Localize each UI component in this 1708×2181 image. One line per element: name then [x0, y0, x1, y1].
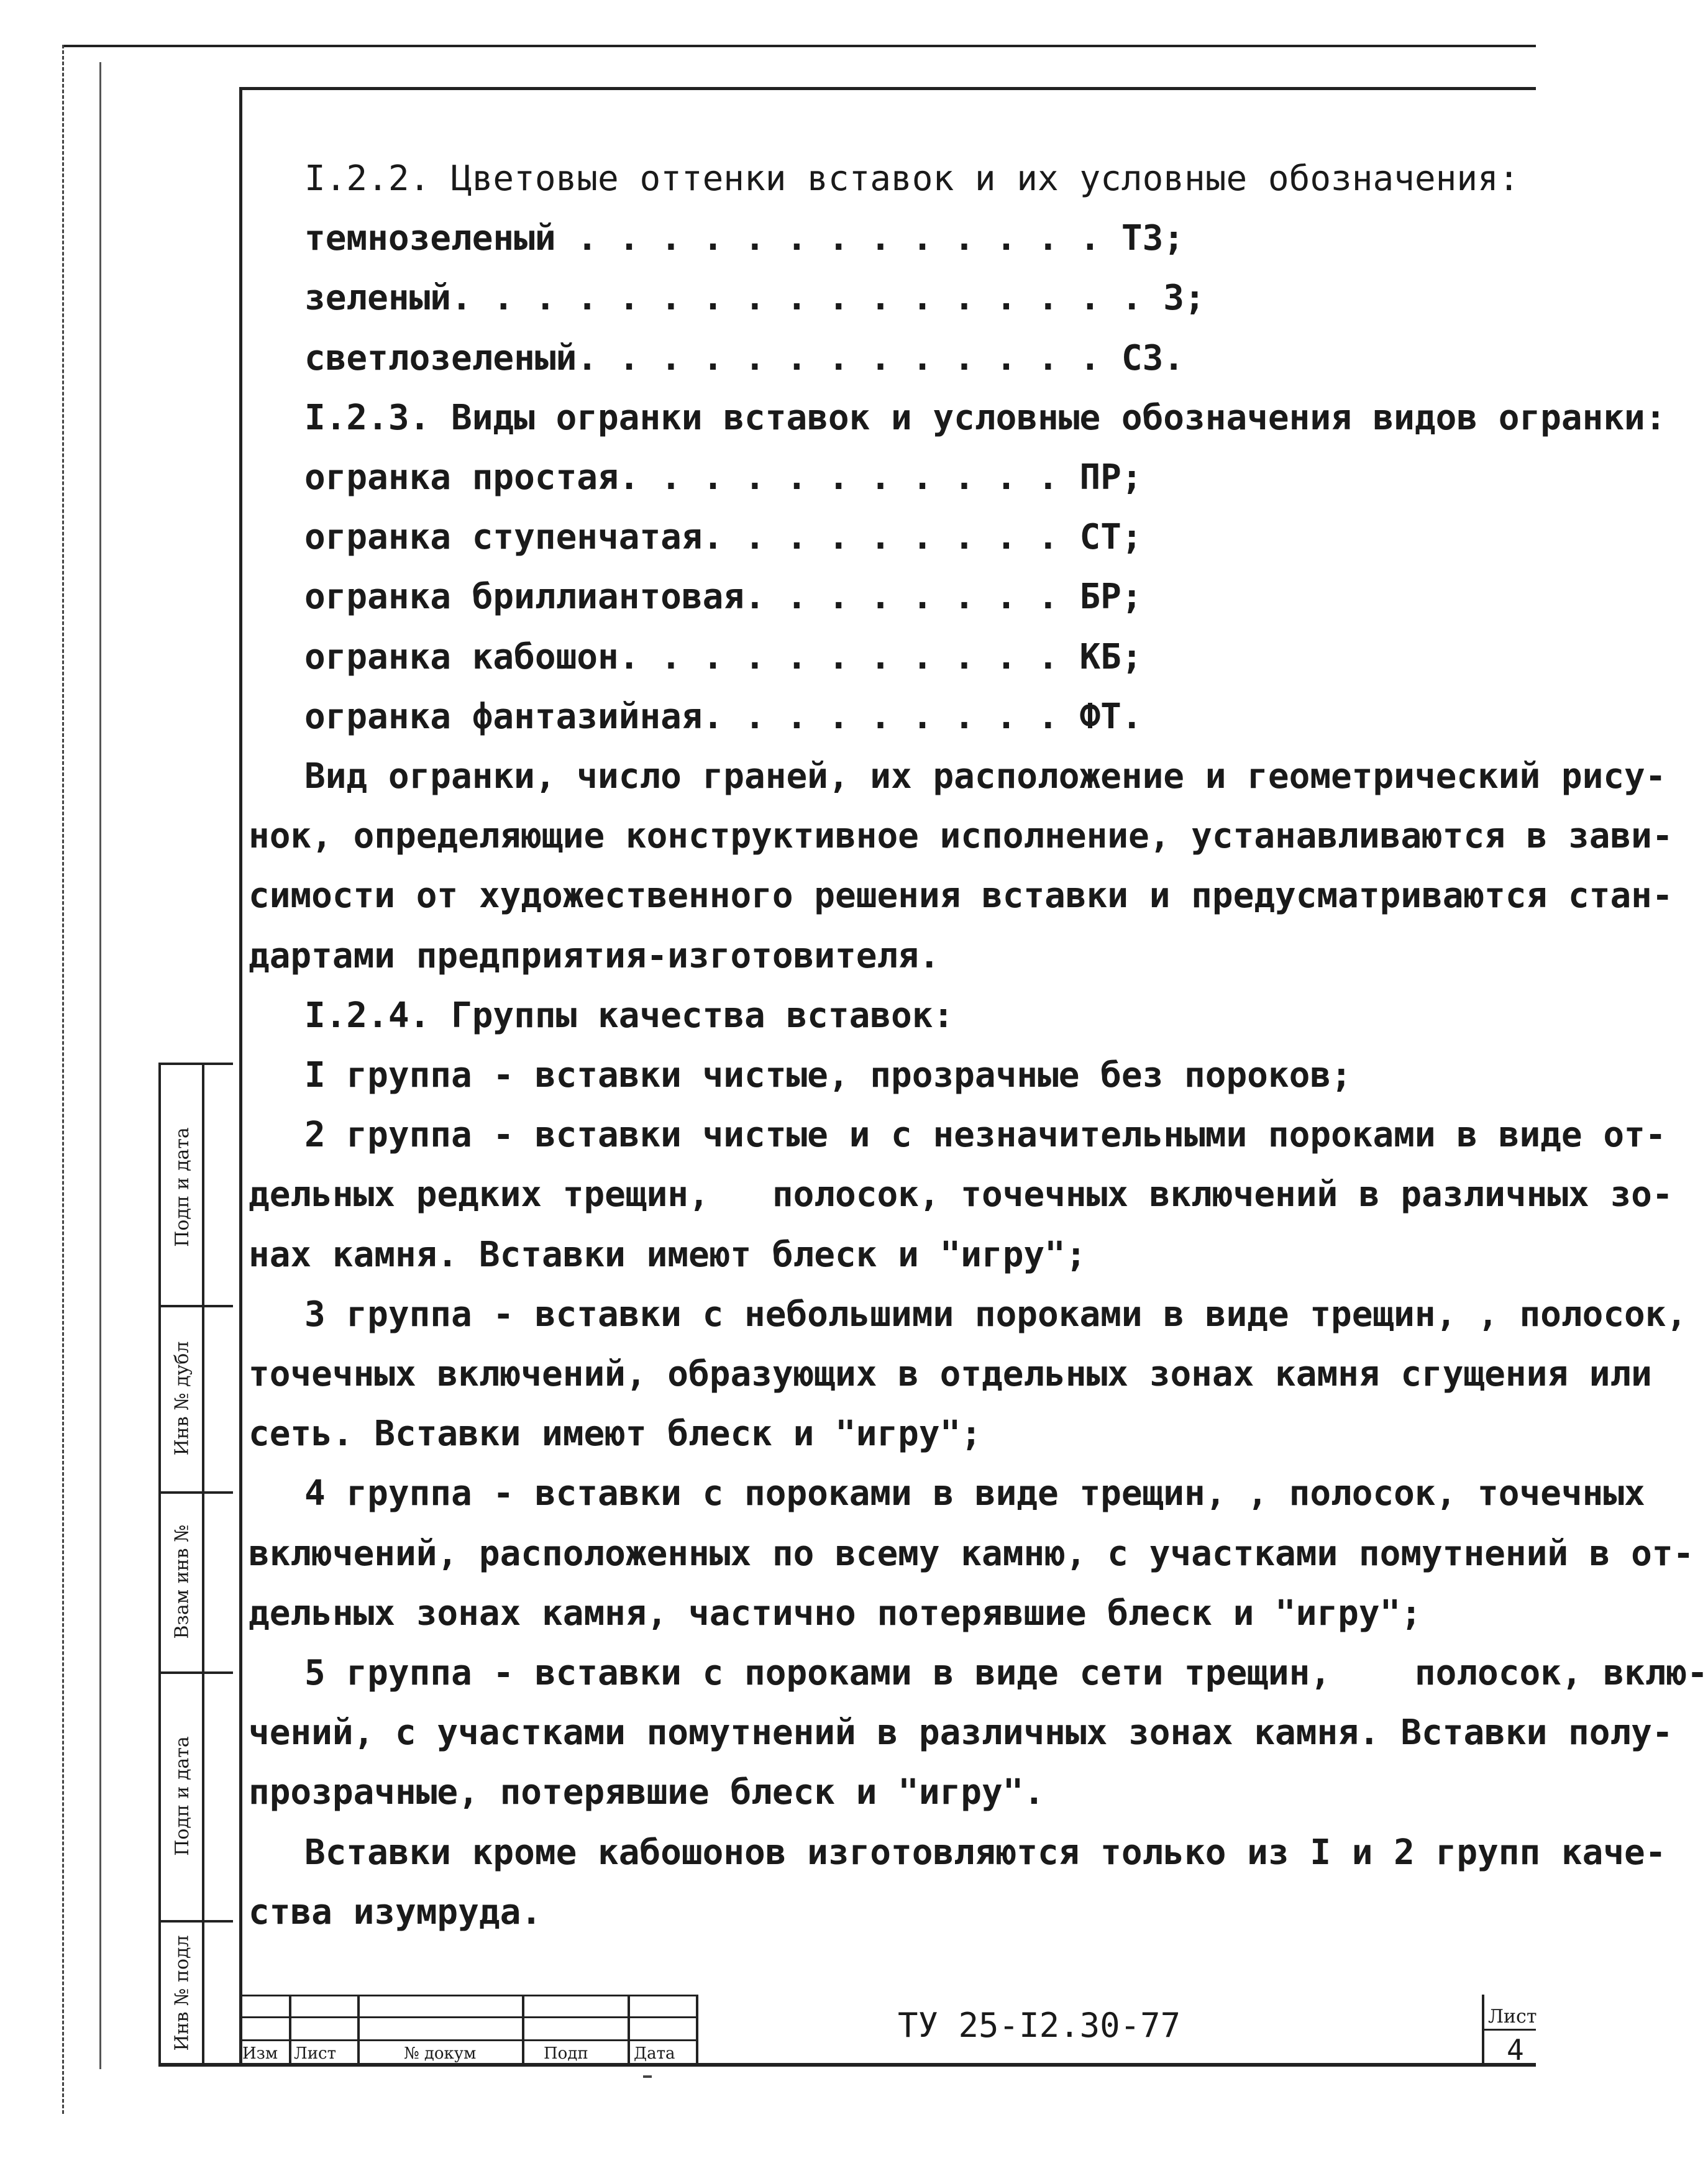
- text-line: светлозеленый. . . . . . . . . . . . . СЗ.: [304, 337, 1185, 378]
- title-block: [239, 1995, 1537, 2067]
- text-line: ства изумруда.: [249, 1891, 542, 1932]
- scan-edge-left-inner: [99, 62, 101, 2069]
- text-line: огранка ступенчатая. . . . . . . . . СТ;: [304, 517, 1143, 558]
- frame-top-border: [239, 87, 1536, 90]
- text-line: 4 группа - вставки с пороками в виде трещин, , полосок, точечных: [304, 1473, 1645, 1514]
- frame-left-border: [239, 87, 242, 2064]
- text-line: I.2.3. Виды огранки вставок и условные обозначения видов огранки:: [304, 397, 1666, 438]
- stamp-replacement-inv-no: Взам инв №: [171, 1524, 193, 1639]
- text-line: I.2.2. Цветовые оттенки вставок и их условные обозначения:: [304, 158, 1520, 199]
- title-block-list: Лист: [294, 2044, 336, 2063]
- text-line: I группа - вставки чистые, прозрачные без пороков;: [304, 1055, 1352, 1095]
- text-line: Вставки кроме кабошонов изготовляются только из I и 2 групп каче-: [304, 1832, 1666, 1873]
- text-line: нах камня. Вставки имеют блеск и "игру";: [249, 1234, 1087, 1275]
- stamp-duplicate-inv-no: Инв № дубл: [171, 1341, 193, 1455]
- text-line: огранка кабошон. . . . . . . . . . . КБ;: [304, 636, 1143, 677]
- text-line: прозрачные, потерявшие блеск и "игру".: [249, 1772, 1045, 1813]
- scan-edge-left: [62, 45, 64, 2114]
- text-line: включений, расположенных по всему камню, с участками помутнений в от-: [249, 1533, 1694, 1574]
- sheet-number: 4: [1507, 2033, 1524, 2067]
- text-line: огранка бриллиантовая. . . . . . . . БР;: [304, 577, 1143, 618]
- title-block-signature: Подп: [544, 2044, 588, 2063]
- text-line: дельных редких трещин, полосок, точечных включений в различных зо-: [249, 1174, 1673, 1215]
- text-line: дартами предприятия-изготовителя.: [249, 935, 940, 976]
- scan-mark: [643, 2075, 652, 2078]
- document-code: ТУ 25-I2.30-77: [898, 2006, 1181, 2045]
- text-line: точечных включений, образующих в отдельных зонах камня сгущения или: [249, 1354, 1652, 1394]
- title-block-doc-no: № докум: [404, 2044, 477, 2063]
- text-line: нок, определяющие конструктивное исполнение, устанавливаются в зави-: [249, 816, 1673, 857]
- text-line: огранка фантазийная. . . . . . . . . ФТ.: [304, 696, 1143, 737]
- text-line: сеть. Вставки имеют блеск и "игру";: [249, 1414, 982, 1455]
- stamp-signature-date-1: Подп и дата: [171, 1127, 193, 1247]
- text-line: I.2.4. Группы качества вставок:: [304, 995, 954, 1036]
- stamp-original-inv-no: Инв № подл: [171, 1935, 193, 2051]
- sheet-label: Лист: [1488, 2006, 1537, 2028]
- text-line: темнозеленый . . . . . . . . . . . . . ТЗ;: [304, 218, 1185, 259]
- text-line: зеленый. . . . . . . . . . . . . . . . . З;: [304, 278, 1205, 319]
- scan-edge-top: [62, 45, 1536, 47]
- title-block-izm: Изм: [242, 2044, 278, 2063]
- side-stamp-column: [158, 1063, 233, 2063]
- title-block-date: Дата: [634, 2044, 675, 2063]
- text-line: дельных зонах камня, частично потерявшие блеск и "игру";: [249, 1593, 1422, 1634]
- text-line: 5 группа - вставки с пороками в виде сети трещин, полосок, вклю-: [304, 1653, 1708, 1693]
- text-line: огранка простая. . . . . . . . . . . ПР;: [304, 457, 1143, 498]
- text-line: 3 группа - вставки с небольшими пороками в виде трещин, , полосок,: [304, 1294, 1687, 1335]
- text-line: чений, с участками помутнений в различных зонах камня. Вставки полу-: [249, 1712, 1673, 1753]
- text-line: симости от художественного решения вставки и предусматриваются стан-: [249, 876, 1673, 917]
- stamp-signature-date-2: Подп и дата: [171, 1735, 193, 1856]
- text-line: Вид огранки, число граней, их расположение и геометрический рису-: [304, 756, 1666, 797]
- text-line: 2 группа - вставки чистые и с незначительными пороками в виде от-: [304, 1115, 1666, 1156]
